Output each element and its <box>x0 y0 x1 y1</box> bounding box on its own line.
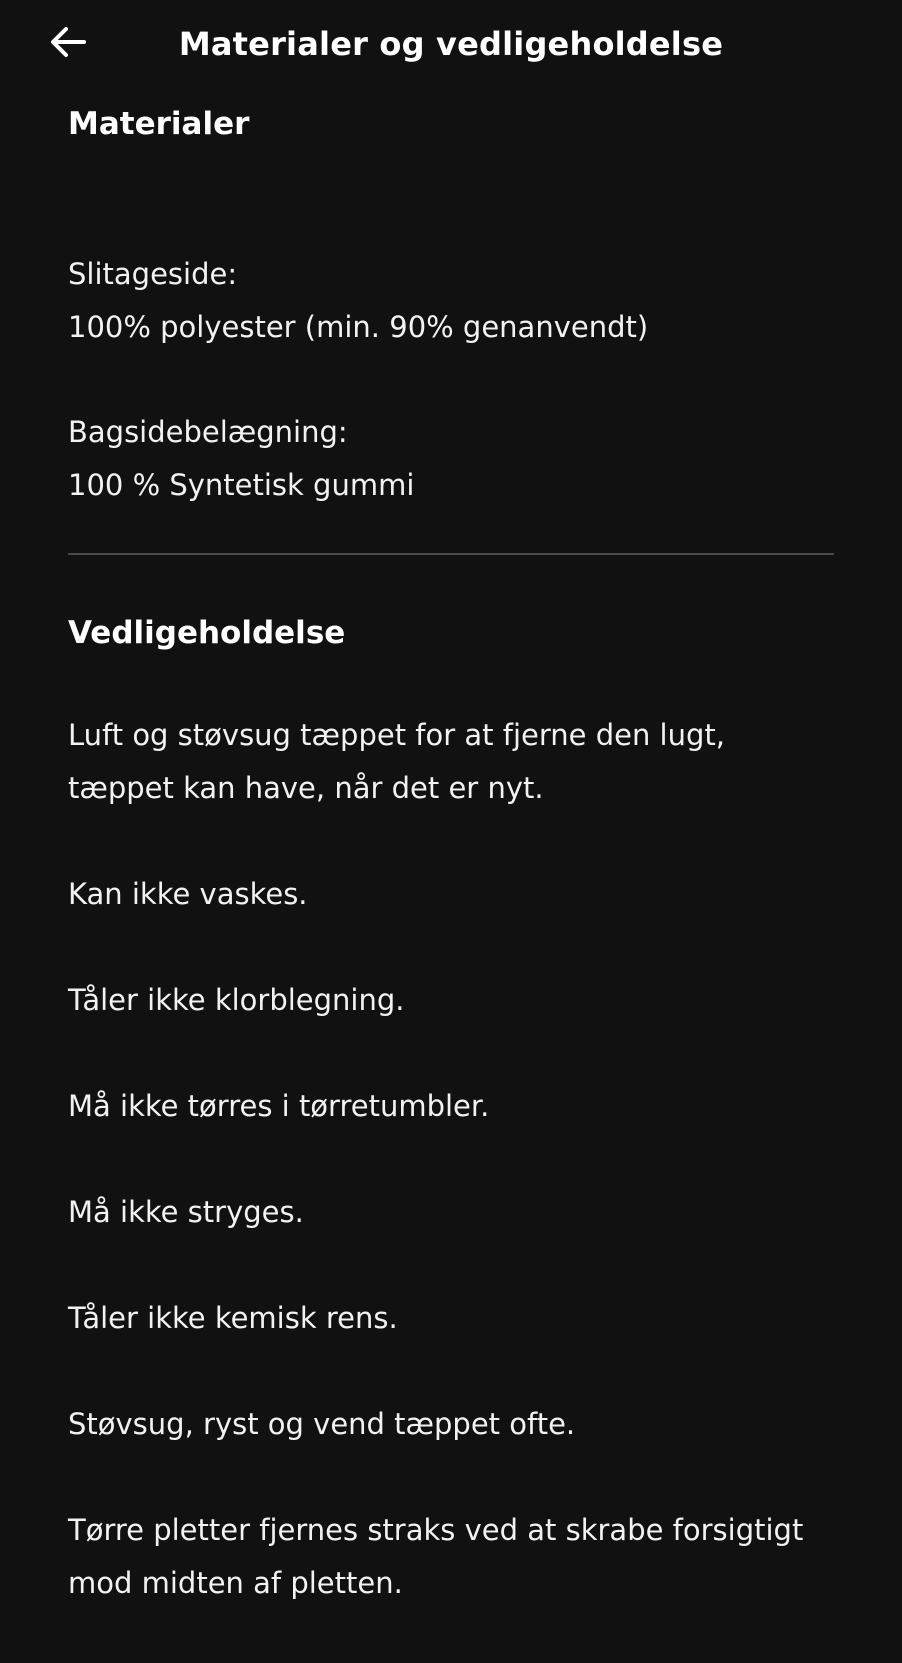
page-title: Materialer og vedligeholdelse <box>178 25 724 63</box>
care-instruction: Støvsug, ryst og vend tæppet ofte. <box>68 1407 576 1441</box>
care-instruction: Må ikke stryges. <box>68 1195 304 1229</box>
care-instruction: Tåler ikke klorblegning. <box>68 983 405 1017</box>
care-instruction: Må ikke tørres i tørretumbler. <box>68 1089 490 1123</box>
wear-layer-label: Slitageside: <box>68 257 238 291</box>
care-heading: Vedligeholdelse <box>68 615 346 651</box>
content <box>68 98 834 1663</box>
top-app-bar <box>0 0 902 88</box>
care-instruction: Tørre pletter fjernes straks ved at skrabe forsigtigt mod midten af pletten. <box>68 1513 804 1600</box>
care-instruction: Tåler ikke kemisk rens. <box>68 1301 398 1335</box>
materials-heading: Materialer <box>68 106 250 142</box>
wear-layer-value: 100% polyester (min. 90% genanvendt) <box>68 310 649 344</box>
backing-label: Bagsidebelægning: <box>68 415 348 449</box>
care-instruction: Luft og støvsug tæppet for at fjerne den lugt, tæppet kan have, når det er nyt. <box>68 718 725 805</box>
care-instruction: Kan ikke vaskes. <box>68 877 308 911</box>
care-instructions-list <box>68 709 834 1610</box>
backing-value: 100 % Syntetisk gummi <box>68 468 415 502</box>
